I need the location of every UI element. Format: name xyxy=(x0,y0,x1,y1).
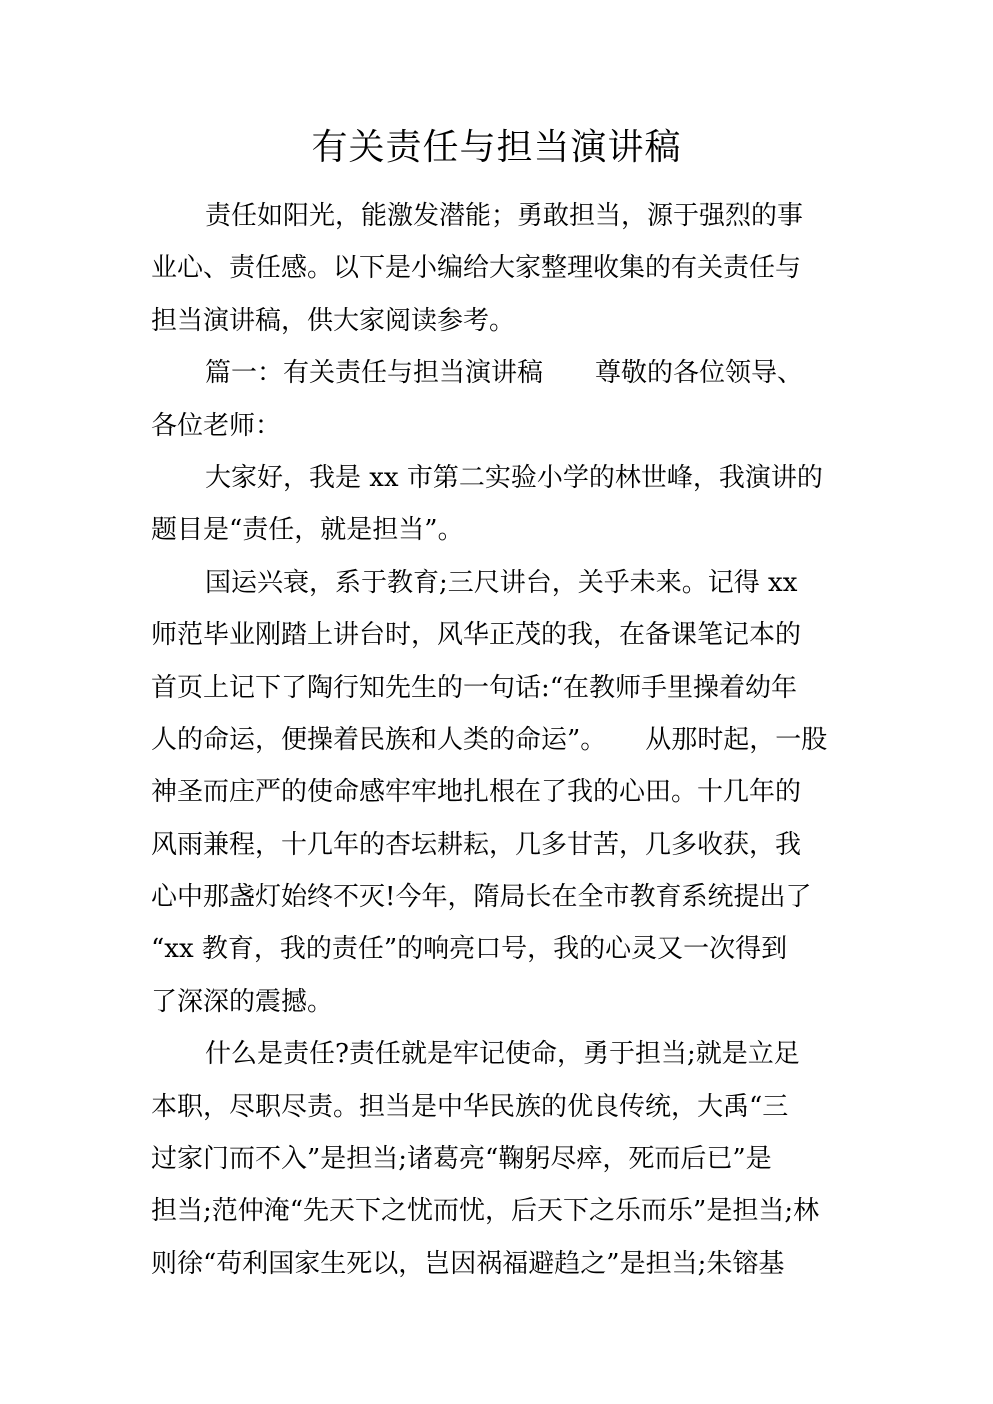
text-line: 师范毕业刚踏上讲台时，风华正茂的我，在备课笔记本的 xyxy=(151,620,802,651)
text-line: 责任如阳光，能激发潜能；勇敢担当，源于强烈的事 xyxy=(205,201,804,231)
text-line: 篇一：有关责任与担当演讲稿 尊敬的各位领导、 xyxy=(205,358,804,389)
text-line: 心中那盏灯始终不灭!今年，隋局长在全市教育系统提出了 xyxy=(151,882,812,913)
text-line: 神圣而庄严的使命感牢牢地扎根在了我的心田。十几年的 xyxy=(151,777,802,808)
text-line: 担当;范仲淹“先天下之忧而忧，后天下之乐而乐”是担当;林 xyxy=(151,1196,820,1227)
page-title: 有关责任与担当演讲稿 xyxy=(311,127,682,168)
text-line: 担当演讲稿，供大家阅读参考。 xyxy=(151,305,516,336)
text-line: 人的命运，便操着民族和人类的命运”。 从那时起，一股 xyxy=(151,724,828,755)
text-line: 本职，尽职尽责。担当是中华民族的优良传统，大禹“三 xyxy=(151,1091,789,1122)
text-line: “xx 教育，我的责任”的响亮口号，我的心灵又一次得到 xyxy=(151,934,788,965)
text-line: 什么是责任?责任就是牢记使命，勇于担当;就是立足 xyxy=(205,1039,800,1070)
text-line: 各位老师： xyxy=(151,410,282,441)
text-line: 风雨兼程，十几年的杏坛耕耘，几多甘苦，几多收获，我 xyxy=(151,829,802,860)
text-line: 大家好，我是 xx 市第二实验小学的林世峰，我演讲的 xyxy=(205,462,823,493)
text-line: 题目是“责任，就是担当”。 xyxy=(151,515,464,546)
text-line: 业心、责任感。以下是小编给大家整理收集的有关责任与 xyxy=(151,253,802,284)
text-line: 首页上记下了陶行知先生的一句话:“在教师手里操着幼年 xyxy=(151,672,798,703)
text-line: 过家门而不入”是担当;诸葛亮“鞠躬尽瘁，死而后已”是 xyxy=(151,1144,772,1175)
text-line: 了深深的震撼。 xyxy=(151,986,334,1017)
text-line: 则徐“苟利国家生死以，岂因祸福避趋之”是担当;朱镕基 xyxy=(151,1248,785,1279)
document-body xyxy=(151,190,871,1290)
text-line: 国运兴衰，系于教育;三尺讲台，关乎未来。记得 xx xyxy=(205,567,798,598)
